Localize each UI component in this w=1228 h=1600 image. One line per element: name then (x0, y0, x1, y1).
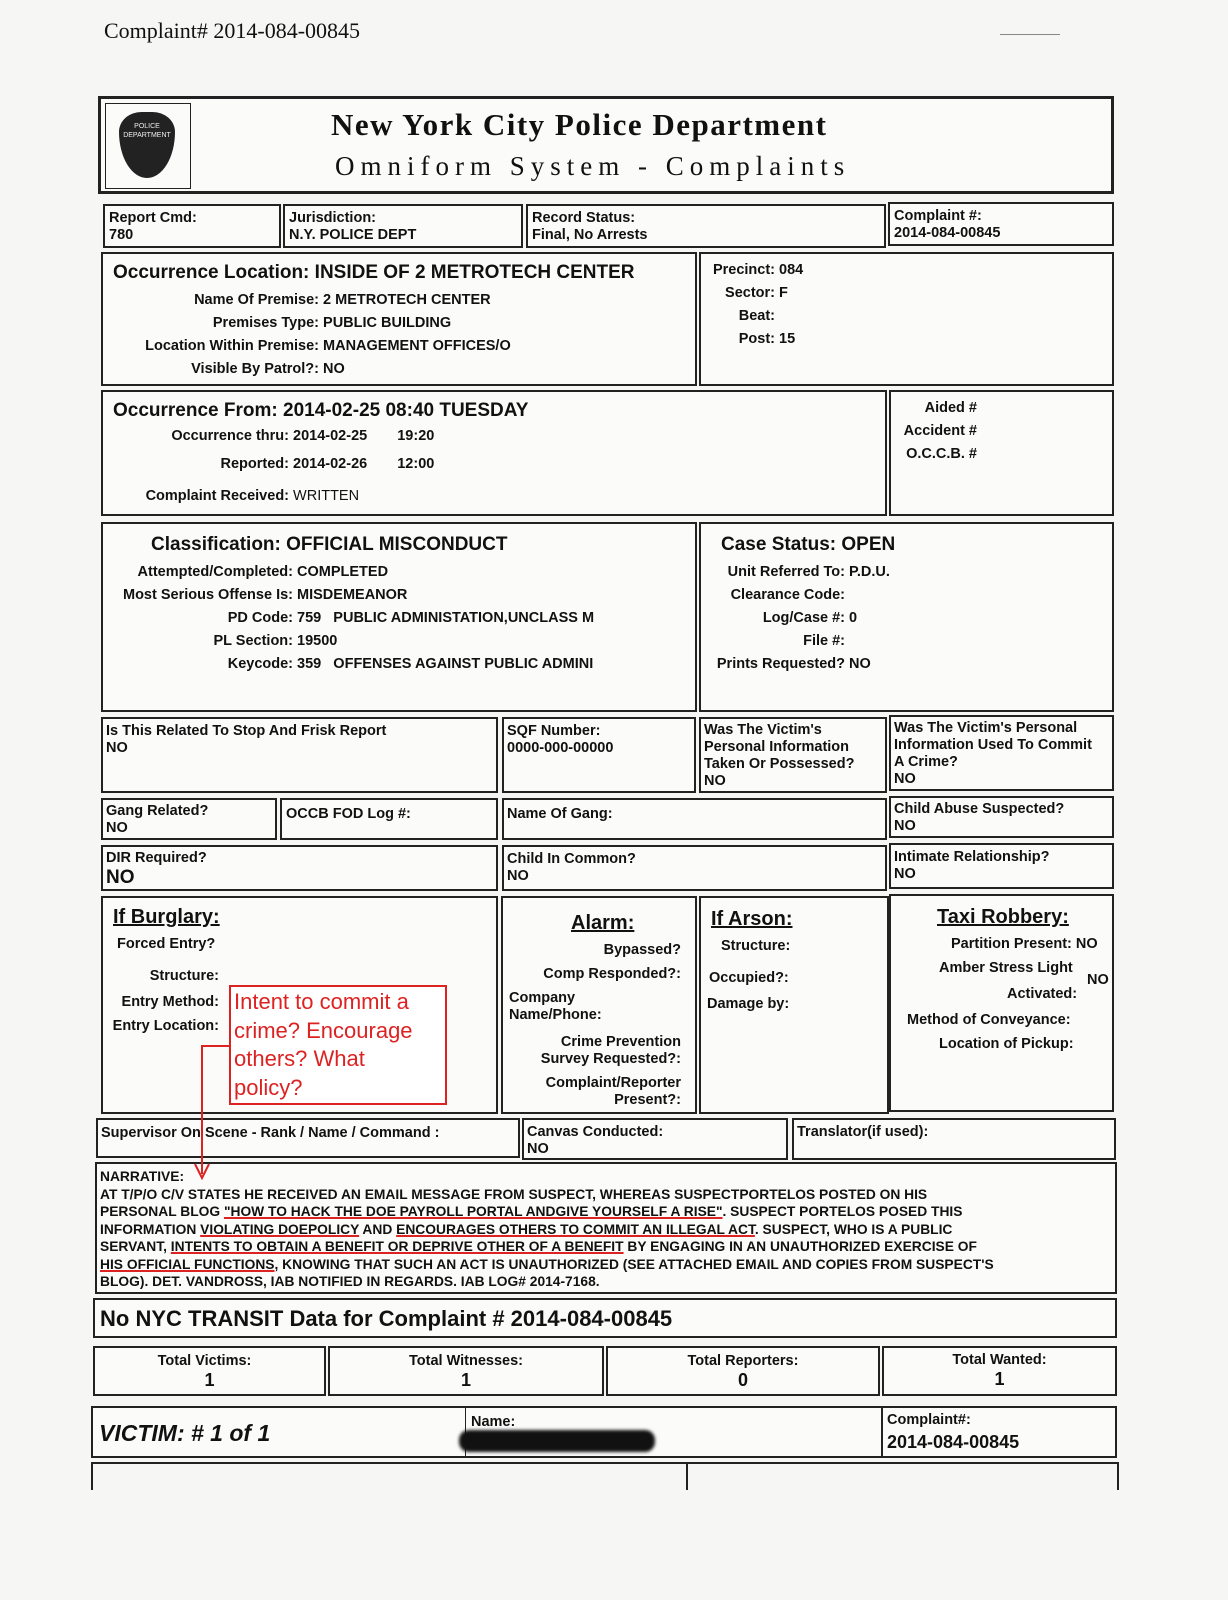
aided-section (889, 390, 1114, 516)
report-cmd-value: 780 (109, 227, 134, 243)
location-within-label: Location Within Premise: (145, 338, 319, 354)
narrative-line-4c: BY ENGAGING IN AN UNAUTHORIZED EXERCISE OF (623, 1239, 977, 1254)
intimate-label: Intimate Relationship? (894, 849, 1050, 865)
unit-label: Unit Referred To: (727, 564, 845, 580)
sqf-label: SQF Number: (507, 723, 601, 739)
comp-responded-label: Comp Responded?: (543, 966, 681, 982)
visible-row (103, 361, 345, 377)
victim-complaint-label: Complaint#: (887, 1412, 971, 1428)
dir-label: DIR Required? (106, 850, 207, 866)
complaint-no-label: Complaint #: (894, 208, 982, 224)
totals-wanted-cell (882, 1346, 1117, 1396)
redacted-name (459, 1430, 655, 1452)
victim-complaint-value: 2014-084-00845 (887, 1432, 1020, 1452)
bypassed-label: Bypassed? (603, 942, 681, 958)
child-common-label: Child In Common? (507, 851, 636, 867)
received-row (103, 488, 359, 504)
pl-section-label: PL Section: (213, 633, 293, 649)
victim-info-taken-label-1: Was The Victim's (704, 722, 822, 738)
jurisdiction-value: N.Y. POLICE DEPT (289, 227, 417, 243)
precinct-value: 084 (779, 262, 804, 278)
sector-value: F (779, 285, 788, 301)
arson-section (699, 896, 889, 1114)
victim-info-taken-label-3: Taken Or Possessed? (704, 756, 855, 772)
narrative-line-2a: PERSONAL BLOG (100, 1204, 224, 1219)
location-within-value: MANAGEMENT OFFICES/O (323, 338, 511, 354)
victim-info-used-label-3: A Crime? (894, 754, 958, 770)
narrative-official-functions: HIS OFFICIAL FUNCTIONS (100, 1256, 275, 1272)
clearance-row (701, 587, 845, 603)
classification-section (101, 522, 697, 712)
total-reporters-label: Total Reporters: (687, 1353, 799, 1369)
child-common-value: NO (507, 868, 529, 884)
victim-name-label: Name: (471, 1414, 516, 1430)
case-status-label: Case Status: (721, 534, 837, 555)
complaint-header: Complaint# 2014-084-00845 (104, 18, 361, 43)
child-abuse-label: Child Abuse Suspected? (894, 801, 1065, 817)
narrative-line-2 (100, 1203, 1112, 1221)
translator-label: Translator(if used): (797, 1124, 929, 1140)
partition-value: NO (1075, 936, 1098, 952)
victim-title: VICTIM: # 1 of 1 (99, 1420, 271, 1446)
child-abuse-value: NO (894, 818, 916, 834)
victim-info-taken-value: NO (704, 773, 726, 789)
amber-label-1: Amber Stress Light (939, 960, 1073, 976)
premise-name-value: 2 METROTECH CENTER (323, 292, 491, 308)
victim-info-used-label-1: Was The Victim's Personal (894, 720, 1078, 736)
visible-value: NO (323, 361, 345, 377)
occb-fod-label: OCCB FOD Log #: (286, 806, 411, 822)
unit-row (701, 564, 890, 580)
beat-label: Beat: (738, 308, 775, 324)
clearance-label: Clearance Code: (730, 587, 845, 603)
attempted-value: COMPLETED (297, 564, 389, 580)
transit-text: No NYC TRANSIT Data for Complaint # 2014-084-00845 (100, 1306, 673, 1331)
precinct-label: Precinct: (712, 262, 775, 278)
record-status-label: Record Status: (532, 210, 636, 226)
post-label: Post: (738, 331, 775, 347)
reported-date: 2014-02-26 (293, 456, 368, 472)
stop-frisk-cell (101, 717, 498, 793)
totals-reporters-cell (606, 1346, 880, 1396)
premises-type-row (103, 315, 451, 331)
narrative-label: NARRATIVE: (100, 1169, 185, 1184)
canvas-label: Canvas Conducted: (527, 1124, 664, 1140)
logcase-label: Log/Case #: (762, 610, 845, 626)
occurrence-thru-label: Occurrence thru: (171, 428, 289, 444)
case-status-section (699, 522, 1114, 712)
sector-row (701, 285, 788, 301)
occurrence-thru-time: 19:20 (397, 428, 435, 444)
annotation-box (229, 985, 447, 1105)
logo-text: POLICE DEPARTMENT (123, 123, 171, 139)
nypd-shield-icon (119, 112, 175, 178)
pl-section-row (103, 633, 337, 649)
pd-code-row (103, 610, 594, 626)
dir-cell (101, 845, 498, 891)
burglary-title: If Burglary: (113, 906, 220, 928)
total-victims-label: Total Victims: (157, 1353, 252, 1369)
form-header (98, 96, 1114, 194)
supervisor-label: Supervisor On Scene - Rank / Name / Command : (101, 1125, 440, 1141)
reported-row (103, 456, 434, 472)
total-reporters-value: 0 (737, 1370, 748, 1390)
annotation-line-2: crime? Encourage (234, 1017, 413, 1043)
precinct-section (699, 252, 1114, 386)
keycode-label: Keycode: (227, 656, 293, 672)
pd-code-label: PD Code: (227, 610, 293, 626)
premises-type-label: Premises Type: (212, 315, 319, 331)
occurrence-thru-date: 2014-02-25 (293, 428, 368, 444)
conveyance-label: Method of Conveyance: (907, 1012, 1071, 1028)
victim-info-used-value: NO (894, 771, 916, 787)
stop-frisk-value: NO (106, 740, 128, 756)
page-subtitle: Omniform System - Complaints (335, 151, 851, 181)
narrative-line-5b: , KNOWING THAT SUCH AN ACT IS UNAUTHORIZED (SEE ATTACHED EMAIL AND COPIES FROM SUSPECT'S (274, 1256, 994, 1272)
file-label: File #: (803, 633, 845, 649)
classification-value: OFFICIAL MISCONDUCT (286, 534, 508, 555)
occurrence-time-section (101, 390, 887, 516)
precinct-row (701, 262, 803, 278)
gang-name-cell (502, 798, 887, 840)
occurrence-from-label: Occurrence From: (113, 400, 278, 421)
premises-type-value: PUBLIC BUILDING (323, 315, 452, 331)
aided-label: Aided # (924, 400, 977, 416)
entry-location-label: Entry Location: (112, 1018, 219, 1034)
accident-label: Accident # (903, 423, 977, 439)
beat-row (701, 308, 775, 324)
sqf-cell (502, 717, 696, 793)
victim-info-used-label-2: Information Used To Commit (894, 737, 1092, 753)
narrative-line-2c: . SUSPECT PORTELOS POSED THIS (722, 1204, 963, 1219)
attempted-label: Attempted/Completed: (137, 564, 293, 580)
occurrence-thru-row (103, 428, 434, 444)
amber-value: NO (1087, 972, 1109, 988)
reported-time: 12:00 (397, 456, 435, 472)
pd-code-value: 759 PUBLIC ADMINISTATION,UNCLASS M (297, 610, 595, 626)
unit-value: P.D.U. (849, 564, 890, 580)
alarm-section (501, 896, 697, 1114)
stop-frisk-label: Is This Related To Stop And Frisk Report (106, 723, 387, 739)
attempted-row (103, 564, 388, 580)
prints-row (701, 656, 871, 672)
annotation-arrow (190, 1040, 240, 1190)
crime-prev-label-1: Crime Prevention (560, 1034, 681, 1050)
occupied-label: Occupied?: (709, 970, 789, 986)
canvas-cell (522, 1118, 788, 1160)
narrative-line-3a: INFORMATION (100, 1221, 201, 1237)
arson-title: If Arson: (711, 908, 793, 930)
report-cmd-cell (103, 204, 281, 248)
crime-prev-label-2: Survey Requested?: (540, 1051, 681, 1067)
occurrence-from (113, 400, 528, 422)
jurisdiction-cell (283, 204, 523, 248)
received-label: Complaint Received: (145, 488, 289, 504)
child-abuse-cell (889, 796, 1114, 838)
keycode-value: 359 OFFENSES AGAINST PUBLIC ADMINI (297, 656, 594, 672)
pickup-label: Location of Pickup: (939, 1036, 1074, 1052)
intimate-cell (889, 843, 1114, 889)
total-wanted-value: 1 (994, 1369, 1005, 1389)
logo-box (105, 103, 191, 189)
victim-info-taken-cell (699, 717, 887, 793)
alarm-title: Alarm: (571, 912, 635, 934)
amber-label-2: Activated: (1007, 986, 1078, 1002)
narrative-line-5 (100, 1256, 1112, 1274)
case-status (721, 534, 895, 556)
gang-label: Gang Related? (106, 803, 209, 819)
occb-label: O.C.C.B. # (906, 446, 977, 462)
gang-value: NO (106, 820, 128, 836)
victim-info-taken-label-2: Personal Information (704, 739, 850, 755)
victim-complaint-divider (881, 1408, 883, 1458)
total-witnesses-label: Total Witnesses: (408, 1353, 523, 1369)
post-value: 15 (779, 331, 796, 347)
narrative-line-3e: . SUSPECT, WHO IS A PUBLIC (754, 1221, 953, 1237)
occb-fod-cell (280, 798, 498, 840)
supervisor-cell (96, 1118, 520, 1158)
bottom-line-left (91, 1462, 93, 1490)
location-within-row (103, 338, 511, 354)
reported-label: Reported: (220, 456, 289, 472)
sector-label: Sector: (725, 285, 775, 301)
annotation-line-1: Intent to commit a (234, 989, 409, 1014)
transit-row (93, 1298, 1117, 1338)
dir-value: NO (106, 867, 135, 888)
occurrence-location-section (101, 252, 697, 386)
company-label-2: Name/Phone: (509, 1007, 602, 1023)
translator-cell (792, 1118, 1116, 1160)
child-common-cell (502, 845, 887, 891)
premise-name-label: Name Of Premise: (194, 292, 319, 308)
totals-victims-cell (93, 1346, 326, 1396)
classification (151, 534, 507, 556)
narrative-line-4 (100, 1238, 1112, 1256)
reporter-label-2: Present?: (614, 1092, 681, 1108)
totals-witnesses-cell (328, 1346, 604, 1396)
occurrence-location (113, 262, 635, 284)
narrative-blog-title: "HOW TO HACK THE DOE PAYROLL PORTAL ANDGIVE YOURSELF A RISE" (223, 1204, 723, 1219)
occurrence-from-value: 2014-02-25 08:40 TUESDAY (283, 400, 529, 421)
annotation-line-3: others? What (234, 1046, 365, 1071)
taxi-title: Taxi Robbery: (937, 906, 1069, 928)
record-status-cell (526, 204, 886, 248)
narrative-section (95, 1162, 1117, 1294)
narrative-violating-policy: VIOLATING DOEPOLICY (200, 1221, 360, 1237)
gang-name-label: Name Of Gang: (507, 806, 613, 822)
report-cmd-label: Report Cmd: (109, 210, 197, 226)
logcase-value: 0 (849, 610, 858, 626)
entry-method-label: Entry Method: (121, 994, 219, 1010)
forced-entry-label: Forced Entry? (117, 936, 216, 952)
gang-cell (101, 798, 277, 840)
received-value: WRITTEN (293, 488, 360, 504)
partition-row (951, 936, 1098, 952)
logcase-row (701, 610, 857, 626)
keycode-row (103, 656, 593, 672)
total-wanted-label: Total Wanted: (952, 1352, 1047, 1368)
serious-row (103, 587, 407, 603)
bottom-line-mid (686, 1462, 688, 1490)
occurrence-location-label: Occurrence Location: (113, 262, 310, 283)
record-status-value: Final, No Arrests (532, 227, 648, 243)
company-label-1: Company (509, 990, 576, 1006)
pl-section-value: 19500 (297, 633, 338, 649)
narrative-encourages: ENCOURAGES OTHERS TO COMMIT AN ILLEGAL ACT (396, 1221, 755, 1237)
narrative-line-3c: AND (359, 1221, 397, 1237)
serious-value: MISDEMEANOR (297, 587, 408, 603)
narrative-line-3 (100, 1221, 1112, 1239)
complaint-no-value: 2014-084-00845 (894, 225, 1001, 241)
damage-label: Damage by: (707, 996, 790, 1012)
sqf-value: 0000-000-00000 (507, 740, 614, 756)
complaint-no-cell (888, 202, 1114, 246)
narrative-line-1: AT T/P/O C/V STATES HE RECEIVED AN EMAIL MESSAGE FROM SUSPECT, WHEREAS SUSPECTPORTELOS POSTED ON HIS (100, 1186, 928, 1202)
taxi-section (889, 894, 1114, 1112)
page-title: New York City Police Department (331, 107, 828, 142)
narrative-intents: INTENTS TO OBTAIN A BENEFIT OR DEPRIVE OTHER OF A BENEFIT (170, 1239, 624, 1254)
victim-section (91, 1406, 1117, 1458)
visible-label: Visible By Patrol?: (191, 361, 319, 377)
file-row (701, 633, 845, 649)
canvas-value: NO (527, 1141, 549, 1157)
victim-info-used-cell (889, 715, 1114, 791)
classification-label: Classification: (151, 534, 281, 555)
bottom-line-right (1117, 1462, 1119, 1490)
prints-label: Prints Requested? (716, 656, 845, 672)
total-victims-value: 1 (204, 1370, 215, 1390)
narrative-line-4a: SERVANT, (100, 1239, 171, 1254)
burglary-structure-label: Structure: (149, 968, 219, 984)
partition-label: Partition Present: (951, 936, 1072, 952)
narrative-line-6: BLOG). DET. VANDROSS, IAB NOTIFIED IN REGARDS. IAB LOG# 2014-7168. (100, 1274, 600, 1289)
serious-label: Most Serious Offense Is: (122, 587, 293, 603)
arson-structure-label: Structure: (721, 938, 791, 954)
intimate-value: NO (894, 866, 916, 882)
premise-name-row (103, 292, 491, 308)
post-row (701, 331, 795, 347)
jurisdiction-label: Jurisdiction: (289, 210, 377, 226)
scan-mark (1000, 34, 1060, 35)
case-status-value: OPEN (841, 534, 896, 555)
occurrence-location-value: INSIDE OF 2 METROTECH CENTER (314, 262, 635, 283)
total-witnesses-value: 1 (460, 1370, 471, 1390)
reporter-label-1: Complaint/Reporter (545, 1075, 681, 1091)
prints-value: NO (849, 656, 871, 672)
bottom-rule (91, 1462, 1119, 1464)
annotation-line-4: policy? (234, 1074, 303, 1100)
